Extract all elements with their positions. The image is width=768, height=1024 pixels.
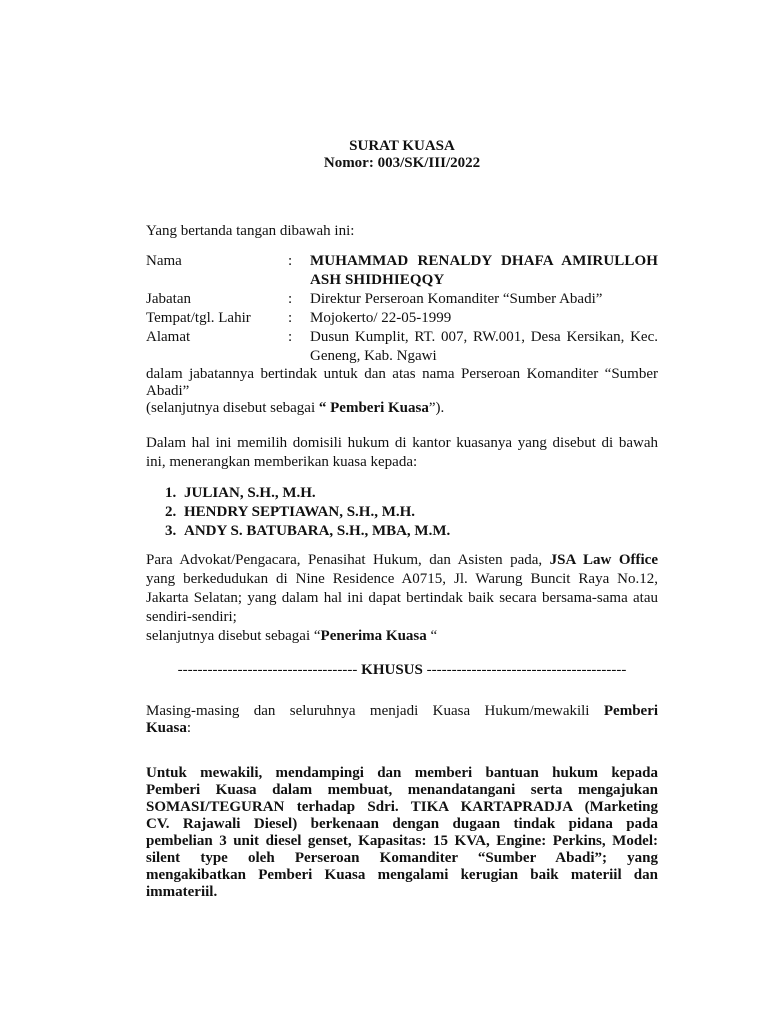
firm-line (146, 627, 658, 646)
birth-value: Mojokerto/ 22-05-1999 (310, 310, 452, 326)
position-label: Jabatan (146, 291, 191, 307)
grant-line (146, 720, 658, 737)
firm-name: JSA Law Office (549, 552, 658, 568)
name-colon: : (288, 253, 293, 269)
mandate-line: immateriil. (146, 884, 218, 900)
firm-paragraph (146, 551, 658, 646)
position-value: Direktur Perseroan Komanditer “Sumber Abadi” (310, 291, 603, 307)
divider-left: ------------------------------------ (177, 662, 358, 678)
capacity-paragraph (146, 366, 658, 417)
firm-line (146, 551, 658, 570)
divider-title: KHUSUS (361, 662, 423, 678)
firm-line: Jakarta Selatan; yang dalam hal ini dapat bertindak baik secara bersama-sama atau (146, 590, 658, 606)
document-number: Nomor: 003/SK/III/2022 (323, 155, 481, 171)
firm-suffix-end: “ (426, 628, 438, 644)
address-value: Dusun Kumplit, RT. 007, RW.001, Desa Kersikan, Kec. Geneng, Kab. Ngawi (310, 329, 658, 364)
grant-prefix: Masing-masing dan seluruhnya menjadi Kuasa Hukum/mewakili (146, 703, 590, 719)
grant-suffix: : (186, 720, 192, 736)
name-label: Nama (146, 253, 182, 269)
divider-right: ---------------------------------------- (426, 662, 627, 678)
domicile-line: Dalam hal ini memilih domisili hukum di kantor kuasanya yang disebut di bawah (146, 435, 658, 451)
document-page (146, 138, 658, 901)
mandate-paragraph (146, 765, 658, 901)
domicile-line: ini, menerangkan memberikan kuasa kepada: (146, 454, 418, 470)
mandate-line: silent type oleh Perseroan Komanditer “Sumber Abadi”; yang (146, 850, 658, 866)
attorney-item: 3. ANDY S. BATUBARA, S.H., MBA, M.M. (180, 522, 658, 541)
firm-suffix-prefix: selanjutnya disebut sebagai “ (146, 628, 321, 644)
address-colon: : (288, 329, 293, 345)
firm-line: yang berkedudukan di Nine Residence A0715, Jl. Warung Buncit Raya No.12, (146, 571, 658, 587)
capacity-prefix: (selanjutnya disebut sebagai (146, 400, 319, 416)
mandate-line: SOMASI/TEGURAN terhadap Sdri. TIKA KARTAPRADJA (Marketing (146, 799, 658, 815)
mandate-line: Pemberi Kuasa dalam membuat, menandatangani serta mengajukan (146, 782, 658, 798)
attorney-item: 2. HENDRY SEPTIAWAN, S.H., M.H. (180, 503, 658, 522)
mandate-line: pembelian 3 unit diesel genset, Kapasitas: 15 KVA, Engine: Perkins, Model: (146, 833, 658, 849)
position-colon: : (288, 291, 293, 307)
capacity-line: dalam jabatannya bertindak untuk dan atas nama Perseroan Komanditer “Sumber (146, 366, 658, 382)
capacity-line: Abadi” (146, 383, 190, 399)
capacity-line (146, 400, 658, 417)
firm-prefix: Para Advokat/Pengacara, Penasihat Hukum, dan Asisten pada, (146, 552, 543, 568)
attorney-item: 1. JULIAN, S.H., M.H. (180, 484, 658, 503)
mandate-line: CV. Rajawali Diesel) berkenaan dengan dugaan tindak pidana pada (146, 816, 658, 832)
grantor-term: “ Pemberi Kuasa (318, 400, 429, 416)
birth-label: Tempat/tgl. Lahir (146, 310, 251, 326)
firm-line: sendiri-sendiri; (146, 609, 237, 625)
mandate-line: mengakibatkan Pemberi Kuasa mengalami kerugian baik materiil dan (146, 867, 658, 883)
attorney-term: Penerima Kuasa (320, 628, 427, 644)
attorney-list (146, 484, 658, 541)
birth-colon: : (288, 310, 293, 326)
document-title: SURAT KUASA (349, 138, 455, 154)
grantor-identity (146, 252, 658, 366)
section-divider (146, 662, 658, 679)
grant-paragraph (146, 703, 658, 737)
capacity-suffix: ”). (428, 400, 445, 416)
grant-bold-1: Pemberi (603, 703, 659, 719)
intro-text: Yang bertanda tangan dibawah ini: (146, 223, 355, 239)
address-label: Alamat (146, 329, 191, 345)
grant-bold-2: Kuasa (146, 720, 187, 736)
grant-line (146, 703, 658, 720)
domicile-paragraph (146, 434, 658, 472)
mandate-line: Untuk mewakili, mendampingi dan memberi bantuan hukum kepada (146, 765, 658, 781)
name-value: MUHAMMAD RENALDY DHAFA AMIRULLOH ASH SHIDHIEQQY (310, 253, 658, 288)
document-header (146, 138, 658, 172)
